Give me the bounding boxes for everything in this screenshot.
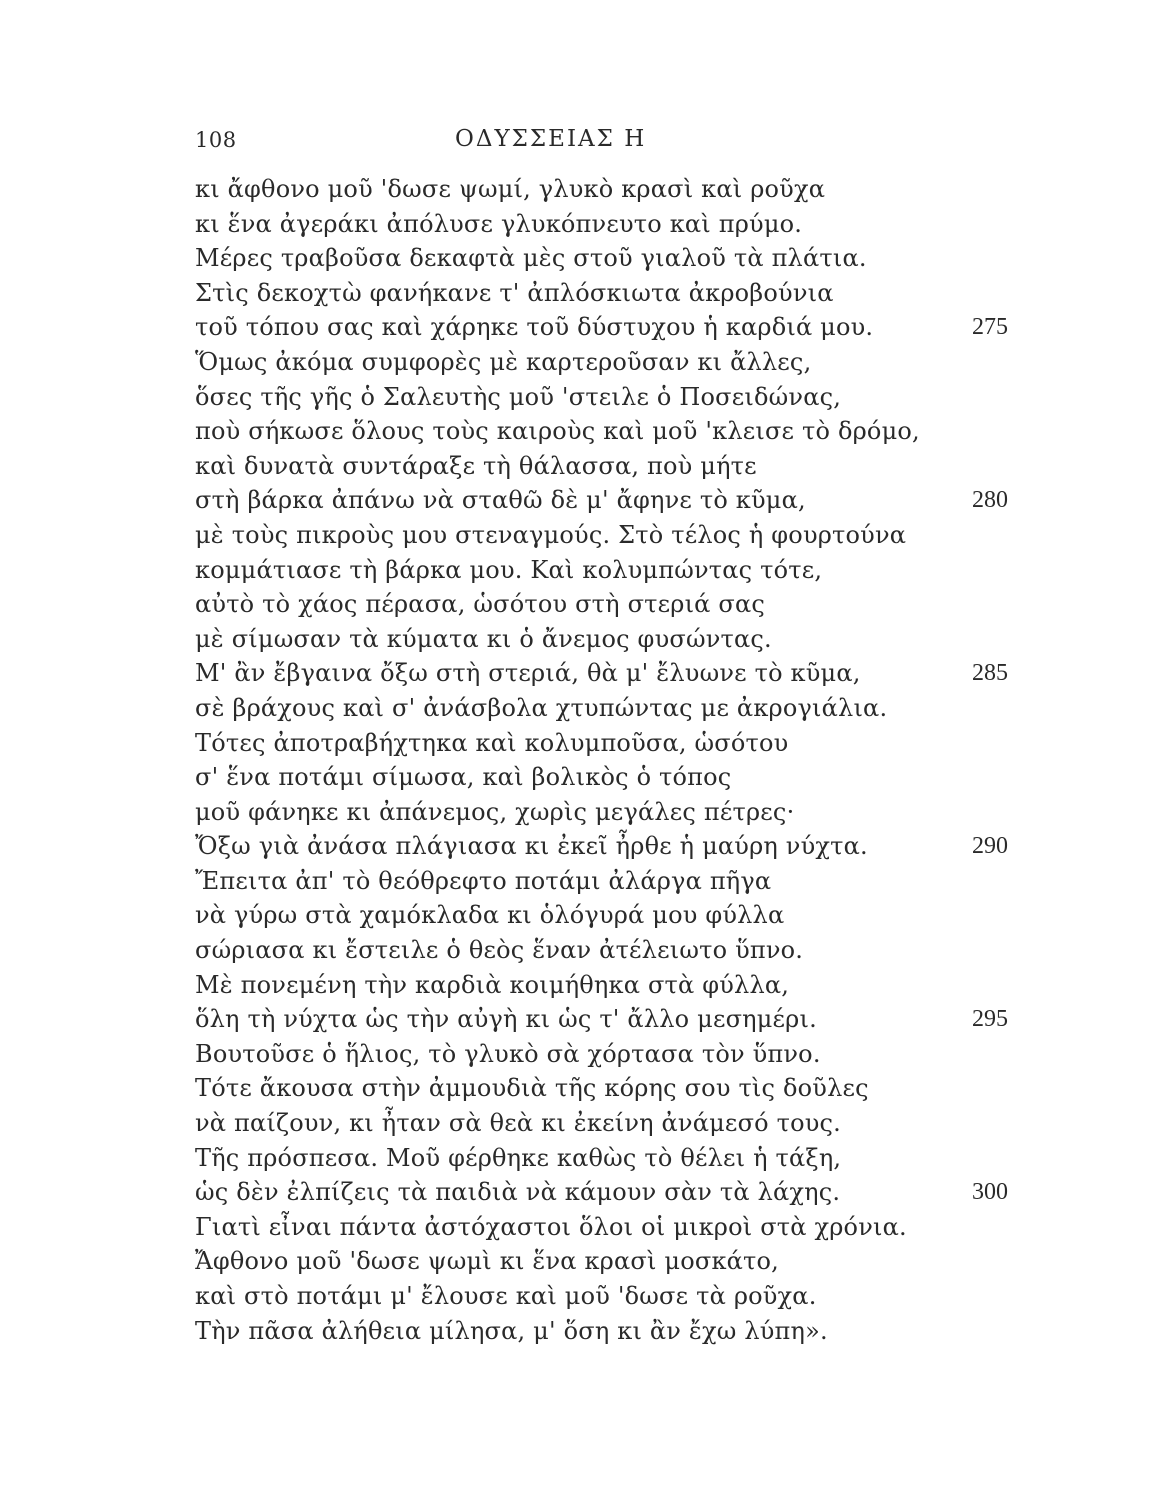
verse-text: Ἄφθονο μοῦ 'δωσε ψωμὶ κι ἕνα κρασὶ μοσκάτο, [195,1247,780,1276]
verse-text: Στὶς δεκοχτὼ φανήκανε τ' ἀπλόσκιωτα ἀκροβούνια [195,278,834,307]
verse-line [0,829,1160,864]
verse-text: ὡς δὲν ἐλπίζεις τὰ παιδιὰ νὰ κάμουν σὰν τὰ λάχης. [195,1178,841,1207]
verse-text: σώριασα κι ἔστειλε ὁ θεὸς ἕναν ἀτέλειωτο ὕπνο. [195,936,804,965]
verse-text: Μὲ πονεμένη τὴν καρδιὰ κοιμήθηκα στὰ φύλλα, [195,970,790,999]
verse-text: κομμάτιασε τὴ βάρκα μου. Καὶ κολυμπώντας τότε, [195,555,823,584]
verse-text: Τότε ἄκουσα στὴν ἀμμουδιὰ τῆς κόρης σου τὶς δοῦλες [195,1074,869,1103]
line-number: 295 [972,1006,1008,1033]
verse-line [0,172,1160,207]
verse-line [0,933,1160,968]
verse-text: ὅσες τῆς γῆς ὁ Σαλευτὴς μοῦ 'στειλε ὁ Ποσειδώνας, [195,382,842,411]
verse-line [0,483,1160,518]
line-number: 290 [972,833,1008,860]
verse-text: Βουτοῦσε ὁ ἥλιος, τὸ γλυκὸ σὰ χόρτασα τὸν ὕπνο. [195,1039,821,1068]
verse-line [0,864,1160,899]
verse-text: Μ' ἂν ἔβγαινα ὄξω στὴ στεριά, θὰ μ' ἔλυωνε τὸ κῦμα, [195,659,861,688]
verse-text: Ὄξω γιὰ ἀνάσα πλάγιασα κι ἐκεῖ ἦρθε ἡ μαύρη νύχτα. [195,832,868,861]
verse-line [0,898,1160,933]
line-number: 300 [972,1179,1008,1206]
verse-line [0,1279,1160,1314]
verse-text: κι ἕνα ἀγεράκι ἀπόλυσε γλυκόπνευτο καὶ πρύμο. [195,209,803,238]
verse-text: νὰ γύρω στὰ χαμόκλαδα κι ὁλόγυρά μου φύλλα [195,901,785,930]
verse-line [0,207,1160,242]
verse-text: κι ἄφθονο μοῦ 'δωσε ψωμί, γλυκὸ κρασὶ καὶ ροῦχα [195,175,826,203]
verse-text: σὲ βράχους καὶ σ' ἀνάσβολα χτυπώντας με ἀκρογιάλια. [195,693,888,722]
verse-text: στὴ βάρκα ἀπάνω νὰ σταθῶ δὲ μ' ἄφηνε τὸ κῦμα, [195,486,806,515]
line-number: 285 [972,660,1008,687]
verse-line [0,795,1160,830]
verse-text: καὶ στὸ ποτάμι μ' ἔλουσε καὶ μοῦ 'δωσε τὰ ροῦχα. [195,1282,817,1310]
verse-text: μὲ σίμωσαν τὰ κύματα κι ὁ ἄνεμος φυσώντας. [195,624,772,653]
verse-text: μοῦ φάνηκε κι ἀπάνεμος, χωρὶς μεγάλες πέτρες· [195,797,795,826]
page-number: 108 [195,128,237,152]
verse-line [0,587,1160,622]
verse-text: Γιατὶ εἶναι πάντα ἀστόχαστοι ὅλοι οἱ μικροὶ στὰ χρόνια. [195,1212,907,1241]
verse-line [0,726,1160,761]
verse-line [0,241,1160,276]
verse-line [0,1071,1160,1106]
verse-line [0,414,1160,449]
verse-line [0,760,1160,795]
verse-line [0,1314,1160,1349]
verse-line [0,449,1160,484]
verse-text: τοῦ τόπου σας καὶ χάρηκε τοῦ δύστυχου ἡ καρδιά μου. [195,313,874,342]
verse-line [0,345,1160,380]
page-header [0,118,1160,158]
verse-line [0,276,1160,311]
verse-line [0,656,1160,691]
verse-line [0,518,1160,553]
line-number: 275 [972,314,1008,341]
verse-line [0,1244,1160,1279]
poem-text [0,172,1160,1348]
verse-text: Ὅμως ἀκόμα συμφορὲς μὲ καρτεροῦσαν κι ἄλλες, [195,347,812,376]
verse-line [0,1141,1160,1176]
verse-text: Μέρες τραβοῦσα δεκαφτὰ μὲς στοῦ γιαλοῦ τὰ πλάτια. [195,244,867,273]
verse-line [0,1106,1160,1141]
verse-line [0,1037,1160,1072]
verse-text: μὲ τοὺς πικροὺς μου στεναγμούς. Στὸ τέλος ἡ φουρτούνα [195,520,907,549]
verse-text: Τῆς πρόσπεσα. Μοῦ φέρθηκε καθὼς τὸ θέλει ἡ τάξη, [195,1143,842,1172]
line-number: 280 [972,487,1008,514]
verse-text: Τότες ἀποτραβήχτηκα καὶ κολυμποῦσα, ὡσότου [195,728,789,757]
verse-text: ποὺ σήκωσε ὅλους τοὺς καιροὺς καὶ μοῦ 'κλεισε τὸ δρόμο, [195,417,920,446]
verse-text: καὶ δυνατὰ συντάραξε τὴ θάλασσα, ποὺ μήτε [195,451,757,480]
verse-line [0,968,1160,1003]
verse-line [0,622,1160,657]
verse-line [0,1002,1160,1037]
running-title: ΟΔΥΣΣΕΙΑΣ Η [455,126,647,152]
verse-text: νὰ παίζουν, κι ἦταν σὰ θεὰ κι ἐκείνη ἀνάμεσό τους. [195,1109,842,1138]
verse-line [0,553,1160,588]
verse-text: Τὴν πᾶσα ἀλήθεια μίλησα, μ' ὅση κι ἂν ἔχω λύπη». [195,1316,828,1345]
verse-text: Ἔπειτα ἀπ' τὸ θεόθρεφτο ποτάμι ἀλάργα πῆγα [195,866,772,895]
verse-line [0,1210,1160,1245]
verse-text: σ' ἕνα ποτάμι σίμωσα, καὶ βολικὸς ὁ τόπος [195,763,732,792]
verse-line [0,691,1160,726]
verse-text: ὅλη τὴ νύχτα ὡς τὴν αὐγὴ κι ὡς τ' ἄλλο μεσημέρι. [195,1005,817,1034]
verse-line [0,310,1160,345]
verse-text: αὐτὸ τὸ χάος πέρασα, ὡσότου στὴ στεριά σας [195,590,766,619]
verse-line [0,380,1160,415]
verse-line [0,1175,1160,1210]
